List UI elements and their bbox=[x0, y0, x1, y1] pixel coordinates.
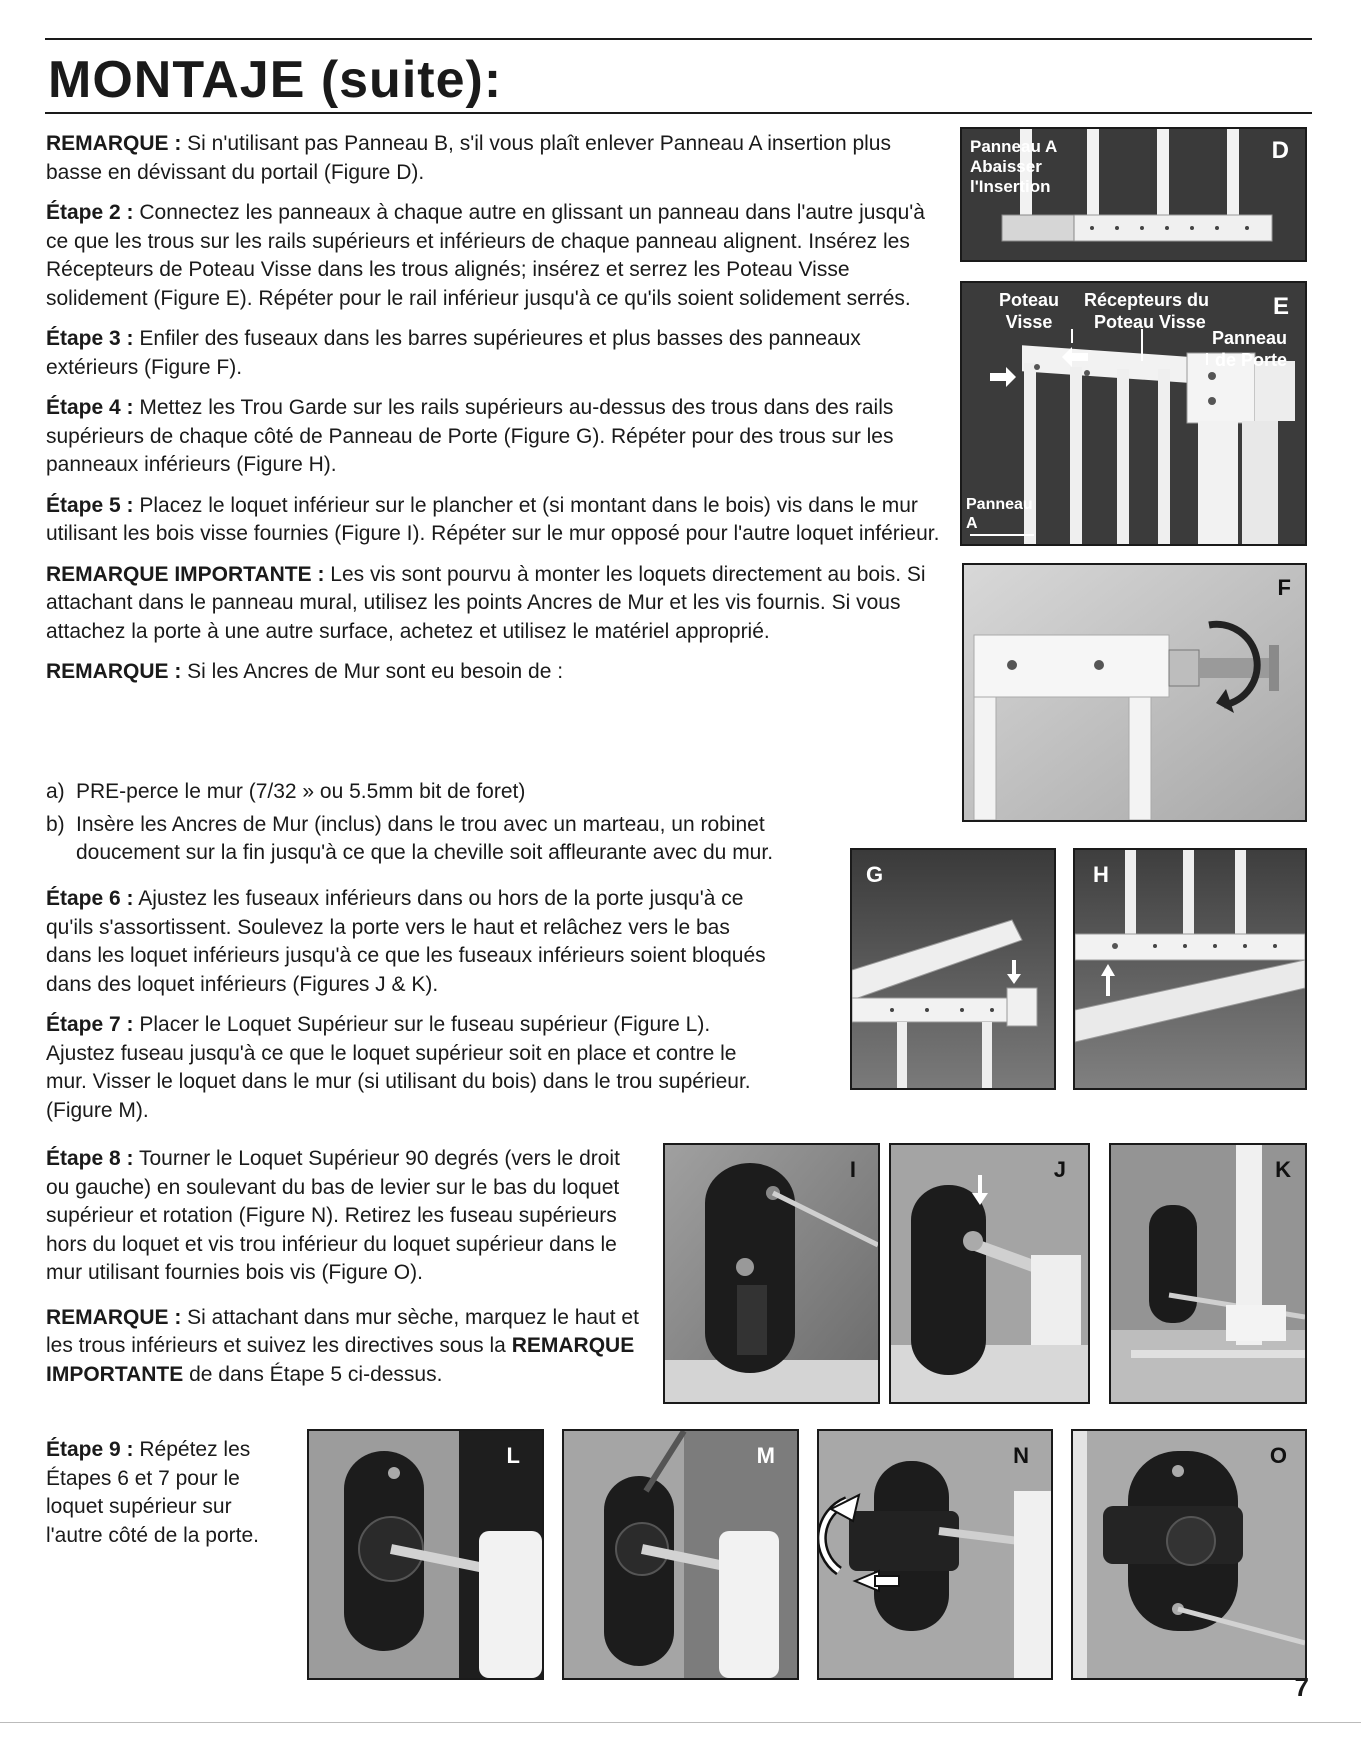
page-title: MONTAJE (suite): bbox=[48, 51, 503, 109]
figure-j bbox=[889, 1143, 1090, 1404]
caption-line: Panneau bbox=[966, 496, 1033, 513]
step-2 bbox=[46, 199, 951, 313]
figure-j-letter: J bbox=[1053, 1157, 1066, 1182]
caption-line: Poteau bbox=[999, 290, 1060, 310]
caption-line: de Porte bbox=[1215, 350, 1288, 370]
caption-line: Abaisser bbox=[970, 157, 1042, 176]
step-5 bbox=[46, 492, 951, 549]
step-2-text: Connectez les panneaux à chaque autre en glissant un panneau dans l'autre jusqu'à ce que les trous sur les rails supérieurs et inférieurs de chaque panneau alignent. Insérez les Récepteurs de Poteau Visse dans les trous alignés; insérez et serrez les Poteau Visse solidement (Figure E). Répéter pour le rail inférieur jusqu'à ce qu'ils soient solidement serrés. bbox=[46, 201, 925, 310]
remarque-ancres-text: Si les Ancres de Mur sont eu besoin de : bbox=[181, 660, 564, 683]
figure-d-letter: D bbox=[1271, 137, 1289, 164]
caption-line: Récepteurs du bbox=[1084, 290, 1210, 310]
step-5-label: Étape 5 : bbox=[46, 493, 134, 517]
figure-h bbox=[1073, 848, 1307, 1090]
figure-l-letter: L bbox=[506, 1443, 520, 1468]
step-3-text: Enfiler des fuseaux dans les barres supérieures et plus basses des panneaux extérieurs (Figure F). bbox=[46, 327, 861, 379]
list-text-a: PRE-perce le mur (7/32 » ou 5.5mm bit de foret) bbox=[76, 780, 526, 803]
figure-n-letter: N bbox=[1013, 1443, 1029, 1468]
caption-line: l'Insertion bbox=[970, 177, 1051, 196]
figure-e-panneau-porte-label bbox=[1212, 327, 1287, 371]
remarque-mur-seche bbox=[46, 1304, 646, 1390]
figure-m bbox=[562, 1429, 799, 1680]
caption-line: A bbox=[966, 515, 978, 532]
caption-line: Visse bbox=[1005, 312, 1053, 332]
figure-n bbox=[817, 1429, 1053, 1680]
list-item-a bbox=[46, 778, 856, 807]
remarque-mur-seche-text-2: de dans Étape 5 ci-dessus. bbox=[183, 1362, 443, 1386]
figure-e bbox=[960, 281, 1307, 546]
remarque-ancres-label: REMARQUE : bbox=[46, 660, 182, 683]
text-column-lower bbox=[46, 1145, 646, 1401]
remarque-d bbox=[46, 130, 951, 187]
step-9-text: Répétez les Étapes 6 et 7 pour le loquet supérieur sur l'autre côté de la porte. bbox=[46, 1438, 259, 1547]
remarque-importante-label: REMARQUE IMPORTANTE : bbox=[46, 562, 325, 586]
figure-f-letter: F bbox=[1277, 575, 1291, 600]
remarque-mur-seche-text: Si attachant dans mur sèche, marquez le haut et les trous inférieurs et suivez les directives sous la bbox=[46, 1305, 639, 1357]
figure-e-panneau-a-label bbox=[966, 495, 1033, 533]
step-4 bbox=[46, 394, 951, 480]
step-8-text: Tourner le Loquet Supérieur 90 degrés (vers le droit ou gauche) en soulevant du bas de levier sur le bas du loquet supérieur et rotation (Figure N). Retirez les fuseau supérieurs hors du loquet et vis trou inférieur du loquet supérieur dans le mur utilisant fournies bois vis (Figure O). bbox=[46, 1147, 620, 1284]
step-8 bbox=[46, 1145, 646, 1288]
figure-g-letter: G bbox=[866, 862, 884, 887]
step-6-label: Étape 6 : bbox=[46, 887, 134, 910]
remarque-importante-ref: REMARQUE IMPORTANTE bbox=[46, 1334, 635, 1386]
anchor-list bbox=[46, 778, 856, 872]
step-3 bbox=[46, 325, 951, 382]
step-4-text: Mettez les Trou Garde sur les rails supérieurs au-dessus des trous dans des rails supérieurs de chaque côté de Panneau de Porte (Figure G). Répéter pour des trous sur les panneaux inférieurs (Figure H). bbox=[46, 396, 894, 476]
figure-k-letter: K bbox=[1275, 1157, 1291, 1182]
figure-e-poteau-visse-label bbox=[999, 289, 1059, 333]
figure-i bbox=[663, 1143, 880, 1404]
step-8-label: Étape 8 : bbox=[46, 1147, 134, 1170]
figure-e-recepteurs-label bbox=[1084, 289, 1209, 333]
step-6-text: Ajustez les fuseaux inférieurs dans ou hors de la porte jusqu'à ce qu'ils s'assortissent. Soulevez la porte vers le haut et relâchez vers le bas dans les loquet inférieurs jusqu'à ce que les fuseaux inférieurs soient bloqués dans des loquet inférieurs (Figures J & K). bbox=[46, 887, 766, 996]
figure-d-caption bbox=[970, 137, 1057, 197]
list-text-b: Insère les Ancres de Mur (inclus) dans le trou avec un marteau, un robinet doucement sur la fin jusqu'à ce que la cheville soit affleurante avec du mur. bbox=[76, 812, 774, 864]
step-7-text: Placer le Loquet Supérieur sur le fuseau supérieur (Figure L). Ajustez fuseau jusqu'à ce que le loquet supérieur soit en place et contre le mur. Visser le loquet dans le mur (si utilisant du bois) dans le trou supérieur. (Figure M). bbox=[46, 1013, 751, 1122]
page-number: 7 bbox=[1294, 1672, 1309, 1702]
list-letter-a: a) bbox=[46, 780, 65, 803]
step-9-label: Étape 9 : bbox=[46, 1438, 134, 1461]
figure-k-illustration bbox=[1111, 1145, 1305, 1402]
figure-e-letter: E bbox=[1272, 293, 1289, 320]
figure-i-illustration bbox=[665, 1145, 878, 1402]
caption-line: Panneau A bbox=[970, 137, 1058, 156]
caption-line: Poteau Visse bbox=[1094, 312, 1206, 332]
figure-m-letter: M bbox=[756, 1443, 775, 1468]
step-2-label: Étape 2 : bbox=[46, 201, 134, 224]
title-rule bbox=[45, 112, 1312, 114]
step-9-paragraph bbox=[46, 1436, 286, 1550]
figure-o-letter: O bbox=[1269, 1443, 1287, 1468]
step-4-label: Étape 4 : bbox=[46, 396, 134, 419]
step-5-text: Placez le loquet inférieur sur le plancher et (si montant dans le bois) vis dans le mur utilisant les bois visse fournies (Figure I). Répéter sur le mur opposé pour l'autre loquet inférieur. bbox=[46, 493, 940, 545]
step-7 bbox=[46, 1011, 776, 1125]
figure-o bbox=[1071, 1429, 1307, 1680]
figure-f-illustration bbox=[964, 565, 1305, 820]
step-7-label: Étape 7 : bbox=[46, 1013, 134, 1036]
figure-k bbox=[1109, 1143, 1307, 1404]
remarque-label: REMARQUE : bbox=[46, 132, 182, 155]
remarque-text: Si n'utilisant pas Panneau B, s'il vous plaît enlever Panneau A insertion plus basse en dévissant du portail (Figure D). bbox=[46, 132, 891, 184]
bottom-rule bbox=[0, 1722, 1361, 1723]
figure-h-illustration bbox=[1075, 850, 1305, 1088]
text-column-middle bbox=[46, 885, 776, 1137]
step-3-label: Étape 3 : bbox=[46, 327, 134, 350]
figure-l bbox=[307, 1429, 544, 1680]
figure-d bbox=[960, 127, 1307, 262]
step-6 bbox=[46, 885, 776, 999]
top-rule bbox=[45, 38, 1312, 40]
figure-j-illustration bbox=[891, 1145, 1088, 1402]
figure-g bbox=[850, 848, 1056, 1090]
caption-line: Panneau bbox=[1212, 328, 1288, 348]
text-column-upper bbox=[46, 130, 951, 693]
list-letter-b: b) bbox=[46, 812, 65, 836]
remarque-importante bbox=[46, 561, 956, 647]
figure-i-letter: I bbox=[849, 1157, 856, 1182]
remarque-importante-text: Les vis sont pourvu à monter les loquets directement au bois. Si attachant dans le panneau mural, utilisez les points Ancres de Mur et les vis fournis. Si vous attachez la porte à une autre surface, achetez et utilisez le matériel approprié. bbox=[46, 562, 926, 643]
remarque-ancres bbox=[46, 658, 951, 687]
list-item-b bbox=[46, 811, 856, 868]
figure-f bbox=[962, 563, 1307, 822]
remarque-mur-seche-label: REMARQUE : bbox=[46, 1305, 182, 1329]
step-9 bbox=[46, 1436, 286, 1562]
figure-h-letter: H bbox=[1093, 862, 1109, 887]
